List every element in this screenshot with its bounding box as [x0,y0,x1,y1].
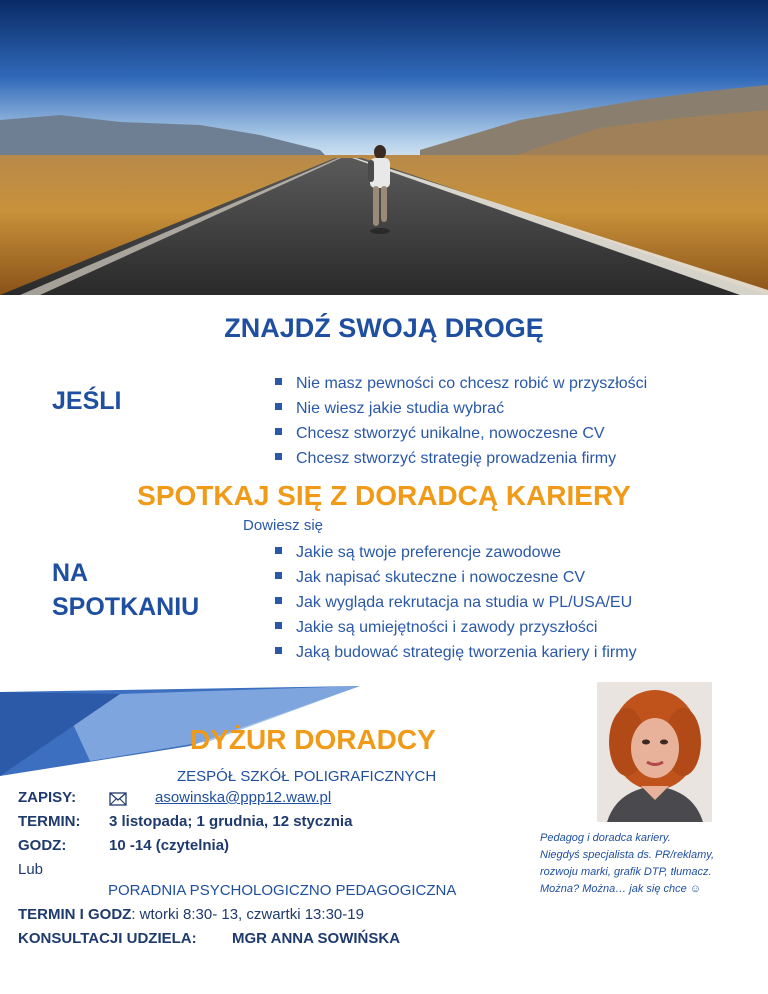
email-link[interactable]: asowinska@ppp12.waw.pl [155,789,332,806]
school-name: ZESPÓŁ SZKÓŁ POLIGRAFICZNYCH [177,768,437,785]
advisor-portrait [597,682,712,822]
if-heading: JEŚLI [52,387,122,415]
cta-intro: Dowiesz się [243,517,324,534]
list-item: Nie wiesz jakie studia wybrać [275,396,647,421]
meeting-heading: NA SPOTKANIU [52,559,200,621]
if-list [275,371,647,471]
envelope-icon [109,792,127,806]
list-item: Jaką budować strategię tworzenia kariery i firmy [275,640,637,665]
square-bullet-icon [275,597,282,604]
meeting-list [275,540,637,665]
list-item: Nie masz pewności co chcesz robić w przyszłości [275,371,647,396]
or-text: Lub [18,861,44,878]
termin-label: TERMIN: [18,813,81,830]
square-bullet-icon [275,428,282,435]
duty-title: DYŻUR DORADCY [190,724,436,755]
clinic-name: PORADNIA PSYCHOLOGICZNO PEDAGOGICZNA [108,882,457,899]
list-item: Jak napisać skuteczne i nowoczesne CV [275,565,637,590]
page-title: ZNAJDŹ SWOJĄ DROGĘ [224,313,544,343]
godz-value: 10 -14 (czytelnia) [109,837,230,854]
square-bullet-icon [275,647,282,654]
zapisy-label: ZAPISY: [18,789,77,806]
square-bullet-icon [275,453,282,460]
consultant-name: MGR ANNA SOWIŃSKA [232,930,401,947]
square-bullet-icon [275,622,282,629]
square-bullet-icon [275,547,282,554]
square-bullet-icon [275,378,282,385]
list-item: Chcesz stworzyć unikalne, nowoczesne CV [275,421,647,446]
consult-label: KONSULTACJI UDZIELA: [18,930,197,947]
advisor-caption: Pedagog i doradca kariery. Niegdyś specjalista ds. PR/reklamy, rozwoju marki, grafik DTP, tłumacz. Można? Można… jak się chce ☺ [540,832,715,895]
square-bullet-icon [275,403,282,410]
clinic-hours: TERMIN I GODZ: wtorki 8:30- 13, czwartki 13:30-19 [18,906,364,923]
godz-label: GODZ: [18,837,67,854]
cta-title: SPOTKAJ SIĘ Z DORADCĄ KARIERY [137,480,631,511]
list-item: Chcesz stworzyć strategię prowadzenia firmy [275,446,647,471]
list-item: Jakie są twoje preferencje zawodowe [275,540,637,565]
list-item: Jakie są umiejętności i zawody przyszłości [275,615,637,640]
list-item: Jak wygląda rekrutacja na studia w PL/USA/EU [275,590,637,615]
termin-value: 3 listopada; 1 grudnia, 12 stycznia [109,813,353,830]
hero-road-photo [0,0,768,295]
square-bullet-icon [275,572,282,579]
